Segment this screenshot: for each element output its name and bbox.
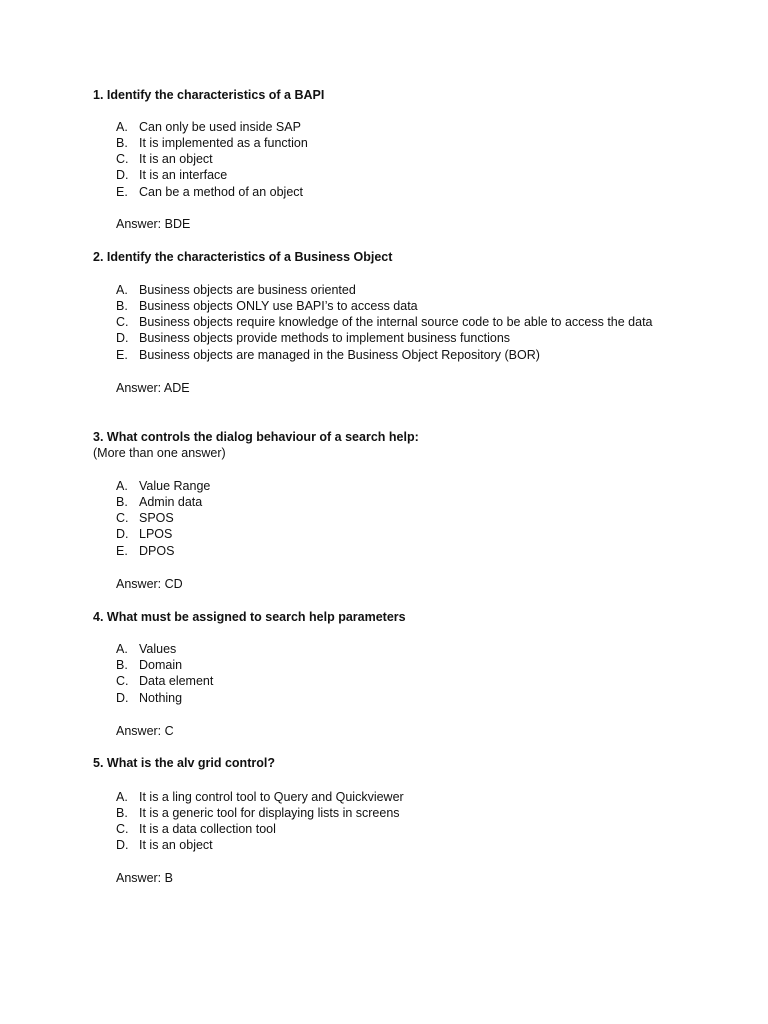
option-text: It is an interface: [139, 168, 228, 182]
question-1-option-e: [116, 185, 303, 199]
option-text: Business objects are business oriented: [139, 283, 356, 297]
option-letter: B.: [116, 658, 128, 672]
option-text: It is an object: [139, 152, 213, 166]
question-4-option-d: [116, 691, 182, 705]
question-3-option-a: [116, 479, 210, 493]
option-letter: E.: [116, 185, 128, 199]
option-letter: A.: [116, 479, 128, 493]
option-text: Admin data: [139, 495, 203, 509]
option-text: It is a ling control tool to Query and Quickviewer: [139, 790, 404, 804]
option-text: Business objects ONLY use BAPI’s to access data: [139, 299, 418, 313]
question-3-option-b: [116, 495, 202, 509]
option-text: Business objects are managed in the Business Object Repository (BOR): [139, 348, 540, 362]
question-2-option-d: [116, 331, 510, 345]
question-5-option-b: [116, 806, 400, 820]
question-5-option-d: [116, 838, 213, 852]
option-text: Values: [139, 642, 177, 656]
option-letter: A.: [116, 642, 128, 656]
question-5-option-c: [116, 822, 276, 836]
question-3-option-d: [116, 527, 172, 541]
question-3-answer: Answer: CD: [116, 577, 183, 591]
option-letter: D.: [116, 331, 129, 345]
question-1-option-d: [116, 168, 227, 182]
question-1-option-c: [116, 152, 213, 166]
option-text: Can only be used inside SAP: [139, 120, 301, 134]
question-3-title: 3. What controls the dialog behaviour of a search help:: [93, 430, 419, 444]
question-2-option-a: [116, 283, 356, 297]
option-letter: D.: [116, 838, 129, 852]
question-5-title: 5. What is the alv grid control?: [93, 756, 275, 770]
question-1-option-b: [116, 136, 308, 150]
option-text: It is implemented as a function: [139, 136, 308, 150]
option-letter: A.: [116, 120, 128, 134]
option-letter: E.: [116, 544, 128, 558]
option-letter: D.: [116, 168, 129, 182]
question-4-option-a: [116, 642, 176, 656]
option-text: SPOS: [139, 511, 174, 525]
option-text: DPOS: [139, 544, 175, 558]
option-text: Domain: [139, 658, 183, 672]
option-text: It is a data collection tool: [139, 822, 276, 836]
option-text: Value Range: [139, 479, 211, 493]
question-1-answer: Answer: BDE: [116, 217, 191, 231]
question-3-note: (More than one answer): [93, 446, 226, 460]
option-letter: D.: [116, 691, 129, 705]
question-4-option-b: [116, 658, 182, 672]
question-3-option-e: [116, 544, 174, 558]
question-1-option-a: [116, 120, 301, 134]
option-text: Can be a method of an object: [139, 185, 304, 199]
option-letter: B.: [116, 806, 128, 820]
option-letter: C.: [116, 822, 129, 836]
question-2-title: 2. Identify the characteristics of a Business Object: [93, 250, 393, 264]
option-letter: D.: [116, 527, 129, 541]
question-5-option-a: [116, 790, 404, 804]
option-letter: A.: [116, 790, 128, 804]
option-text: Business objects require knowledge of the internal source code to be able to access the data: [139, 315, 653, 329]
question-1-title: 1. Identify the characteristics of a BAPI: [93, 88, 325, 102]
option-letter: E.: [116, 348, 128, 362]
option-letter: C.: [116, 674, 129, 688]
option-letter: B.: [116, 136, 128, 150]
option-text: Business objects provide methods to implement business functions: [139, 331, 511, 345]
option-text: It is a generic tool for displaying lists in screens: [139, 806, 400, 820]
option-letter: A.: [116, 283, 128, 297]
option-text: Nothing: [139, 691, 183, 705]
option-letter: C.: [116, 152, 129, 166]
option-letter: B.: [116, 495, 128, 509]
question-4-option-c: [116, 674, 213, 688]
option-letter: C.: [116, 315, 129, 329]
option-letter: C.: [116, 511, 129, 525]
option-letter: B.: [116, 299, 128, 313]
option-text: Data element: [139, 674, 214, 688]
question-2-option-c: [116, 315, 653, 329]
option-text: LPOS: [139, 527, 173, 541]
question-2-option-b: [116, 299, 418, 313]
option-text: It is an object: [139, 838, 213, 852]
question-5-answer: Answer: B: [116, 871, 173, 885]
question-2-option-e: [116, 348, 540, 362]
question-3-option-c: [116, 511, 174, 525]
question-4-title: 4. What must be assigned to search help parameters: [93, 610, 406, 624]
question-2-answer: Answer: ADE: [116, 381, 190, 395]
question-4-answer: Answer: C: [116, 724, 174, 738]
